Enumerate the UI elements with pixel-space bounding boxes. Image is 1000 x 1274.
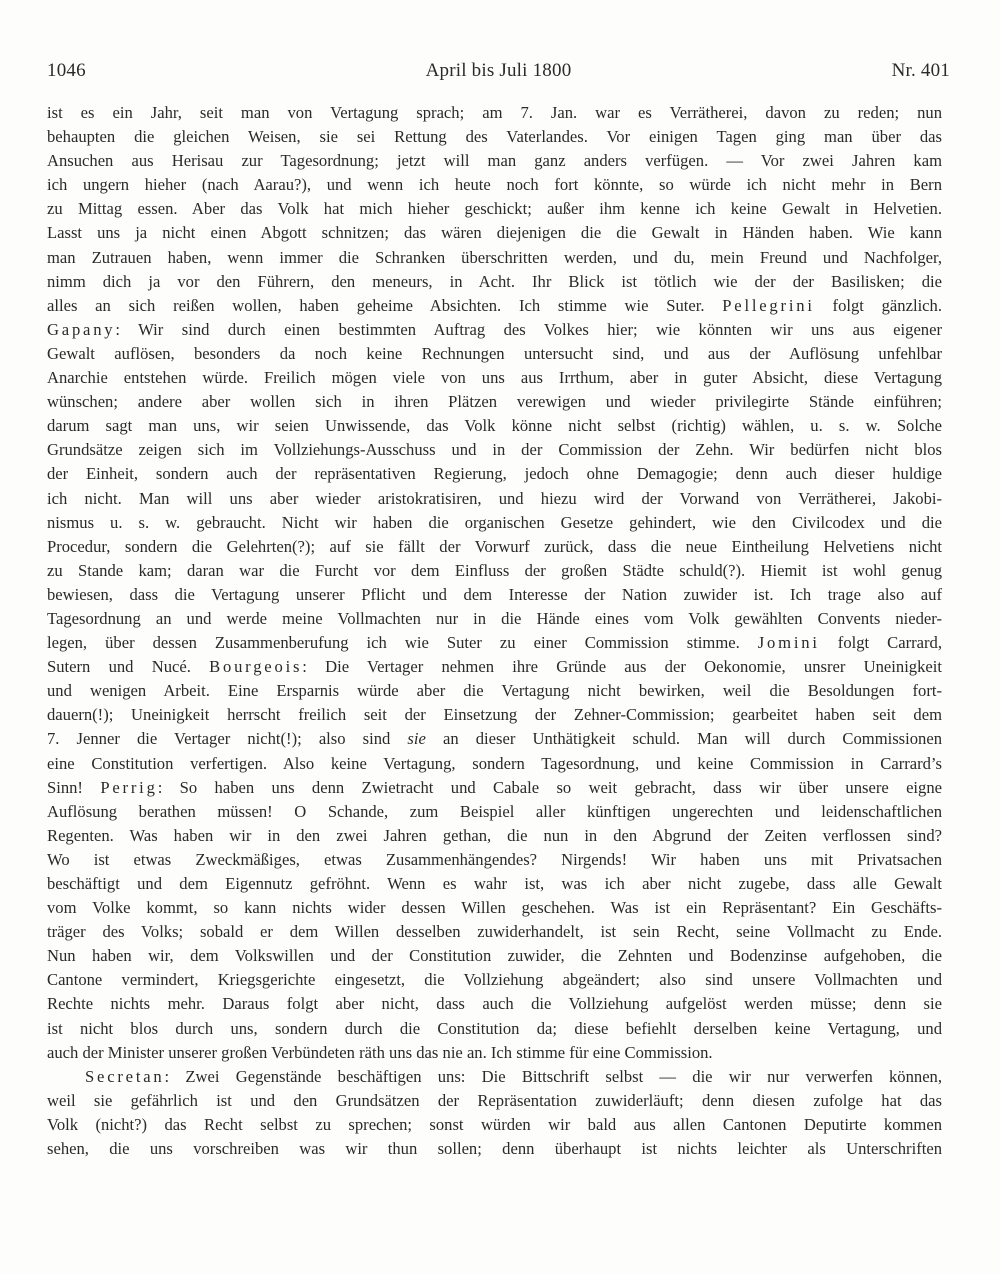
text-line: Wo ist etwas Zweckmäßiges, etwas Zusammenhängendes? Nirgends! Wir haben uns mit Privatsachen bbox=[47, 849, 942, 869]
speaker-name: Perrig bbox=[100, 777, 158, 797]
text-line: bewiesen, dass die Vertagung unserer Pflicht und dem Interesse der Nation zuwider ist. Ich trage also auf bbox=[47, 584, 942, 604]
running-title: April bis Juli 1800 bbox=[425, 60, 572, 81]
text-line: nimm dich ja vor den Führern, den meneurs, in Acht. Ihr Blick ist tötlich wie der der Basilisken; die bbox=[47, 271, 942, 291]
text-line: vom Volke kommt, so kann nichts wider dessen Willen geschehen. Was ist ein Repräsentant? Ein Geschäfts- bbox=[47, 898, 942, 918]
text-line: ich nicht. Man will uns aber wieder aristokratisiren, und hiezu wird der Vorwand von Verrätherei, Jakobi- bbox=[47, 488, 942, 508]
text-line: sehen, die uns vorschreiben was wir thun sollen; denn überhaupt ist nichts leichter als Unterschriften bbox=[47, 1139, 942, 1159]
text-line: Gewalt auflösen, besonders da noch keine Rechnungen untersucht sind, und aus der Auflösung unfehlbar bbox=[47, 343, 942, 363]
text-line: und wenigen Arbeit. Eine Ersparnis würde aber die Vertagung nicht bewirken, weil die Besoldungen fort- bbox=[47, 681, 942, 701]
text-line: ist es ein Jahr, seit man von Vertagung sprach; am 7. Jan. war es Verrätherei, davon zu reden; nun bbox=[47, 103, 942, 122]
text-line: der Einheit, sondern auch der repräsentativen Regierung, jedoch ohne Demagogie; denn auch dieser huldige bbox=[47, 464, 942, 484]
text-line: Procedur, sondern die Gelehrten(?); auf sie fällt der Vorwurf zurück, dass die neue Eintheilung Helvetiens nicht bbox=[47, 536, 942, 556]
text-line: Auflösung berathen müssen! O Schande, zum Beispiel aller künftigen ungerechten und leidenschaftlichen bbox=[47, 801, 942, 821]
page-number: 1046 bbox=[47, 60, 86, 81]
text-line: legen, über dessen Zusammenberufung ich wie Suter zu einer Commission stimme. Jomini folgt Carrard, bbox=[47, 633, 942, 653]
text-line: Anarchie entstehen würde. Freilich mögen viele von uns aus Irrthum, aber in guter Absicht, diese Vertagung bbox=[47, 368, 942, 388]
text-line: Cantone vermindert, Kriegsgerichte eingesetzt, die Vollziehung abgeändert; also sind unsere Vollmachten und bbox=[47, 970, 942, 990]
text-line: nismus u. s. w. gebraucht. Nicht wir haben die organischen Gesetze gehindert, wie den Civilcodex und die bbox=[47, 512, 942, 532]
text-line: träger des Volks; sobald er dem Willen desselben zuwiderhandelt, ist sein Recht, seine Vollmacht zu Ende. bbox=[47, 922, 942, 942]
text-line: wünschen; andere aber wollen sich in ihren Plätzen verewigen und wieder privilegirte Stände einführen; bbox=[47, 392, 942, 412]
text-line: zu Mittag essen. Aber das Volk hat mich hieher geschickt; außer ihm kenne ich keine Gewalt in Helvetien. bbox=[47, 199, 942, 219]
text-line: ist nicht blos durch uns, sondern durch die Constitution da; diese befiehlt derselben keine Vertagung, und bbox=[47, 1018, 942, 1038]
text-line: Tagesordnung an und werde meine Vollmachten nur in die Hände eines vom Volk gewählten Convents nieder- bbox=[47, 608, 942, 628]
text-line: ich ungern hieher (nach Aarau?), und wenn ich heute noch fort könnte, so würde ich nicht mehr in Bern bbox=[47, 175, 942, 195]
emphasis: sie bbox=[407, 729, 426, 749]
text-line: eine Constitution verfertigen. Also keine Vertagung, sondern Tagesordnung, und keine Commission in Carrard’s bbox=[47, 753, 942, 773]
speaker-name: Secretan bbox=[85, 1066, 165, 1086]
text-line: darum sagt man uns, wir seien Unwissende, das Volk könne nicht selbst (richtig) wählen, u. s. w. Solche bbox=[47, 416, 942, 436]
text-line: Volk (nicht?) das Recht selbst zu sprechen; sonst würden wir bald aus allen Cantonen Deputirte kommen bbox=[47, 1114, 942, 1134]
text-line: beschäftigt und dem Eigennutz gefröhnt. Wenn es wahr ist, was ich aber nicht zugebe, dass alle Gewalt bbox=[47, 874, 942, 893]
text-line: Sutern und Nucé. Bourgeois: Die Vertager nehmen ihre Gründe aus der Oekonomie, unsrer Uneinigkeit bbox=[47, 657, 942, 677]
text-line: Lasst uns ja nicht einen Abgott schnitzen; das wären diejenigen die die Gewalt in Händen haben. Wie kann bbox=[47, 223, 942, 243]
text-line: zu Stande kam; daran war die Furcht vor dem Einfluss der großen Städte schuld(?). Hiemit ist wohl genug bbox=[47, 560, 942, 580]
text-line: Secretan: Zwei Gegenstände beschäftigen uns: Die Bittschrift selbst — die wir nur verwerfen können, bbox=[85, 1066, 942, 1086]
speaker-name: Gapany bbox=[47, 319, 116, 339]
speaker-name: Pellegrini bbox=[722, 295, 815, 315]
text-line: Sinn! Perrig: So haben uns denn Zwietracht und Cabale so weit gebracht, dass wir über unsere eigne bbox=[47, 777, 943, 797]
document-number: Nr. 401 bbox=[891, 60, 950, 81]
text-line: Ansuchen aus Herisau zur Tagesordnung; jetzt will man ganz anders verfügen. — Vor zwei Jahren kam bbox=[47, 151, 942, 171]
text-line: Regenten. Was haben wir in den zwei Jahren gethan, die nun in den Abgrund der Zeiten verflossen sind? bbox=[47, 825, 942, 845]
text-line: Grundsätze zeigen sich im Vollziehungs-Ausschuss und in der Commission der Zehn. Wir bedürfen nicht blos bbox=[47, 440, 942, 460]
speaker-name: Jomini bbox=[757, 633, 820, 653]
body-text bbox=[47, 101, 942, 1161]
text-line: Gapany: Wir sind durch einen bestimmten Auftrag des Volkes hier; wie könnten wir uns aus eigener bbox=[47, 319, 942, 339]
text-line: man Zutrauen haben, wenn immer die Schranken überschritten werden, und du, mein Freund und Nachfolger, bbox=[47, 247, 942, 267]
text-line: auch der Minister unserer großen Verbündeten räth uns das nie an. Ich stimme für eine Commission. bbox=[47, 1042, 713, 1062]
text-line: Nun haben wir, dem Volkswillen und der Constitution zuwider, die Zehnten und Bodenzinse aufgehoben, die bbox=[47, 946, 942, 966]
text-line: Rechte nichts mehr. Daraus folgt aber nicht, dass auch die Vollziehung aufgelöst werden müsse; denn sie bbox=[47, 994, 942, 1014]
text-line: behaupten die gleichen Weisen, sie sei Rettung des Vaterlandes. Vor einigen Tagen ging man über das bbox=[47, 127, 942, 147]
text-line: weil sie gefährlich ist und den Grundsätzen der Repräsentation zuwiderläuft; denn diesen zufolge hat das bbox=[47, 1090, 942, 1110]
speaker-name: Bourgeois bbox=[209, 657, 303, 677]
text-line: dauern(!); Uneinigkeit herrscht freilich seit der Einsetzung der Zehner-Commission; gearbeitet haben seit dem bbox=[47, 705, 942, 725]
text-line: alles an sich reißen wollen, haben geheime Absichten. Ich stimme wie Suter. Pellegrini folgt gänzlich. bbox=[47, 295, 942, 315]
text-line: 7. Jenner die Vertager nicht(!); also sind sie an dieser Unthätigkeit schuld. Man will durch Commissionen bbox=[47, 729, 942, 749]
running-header bbox=[47, 60, 950, 90]
